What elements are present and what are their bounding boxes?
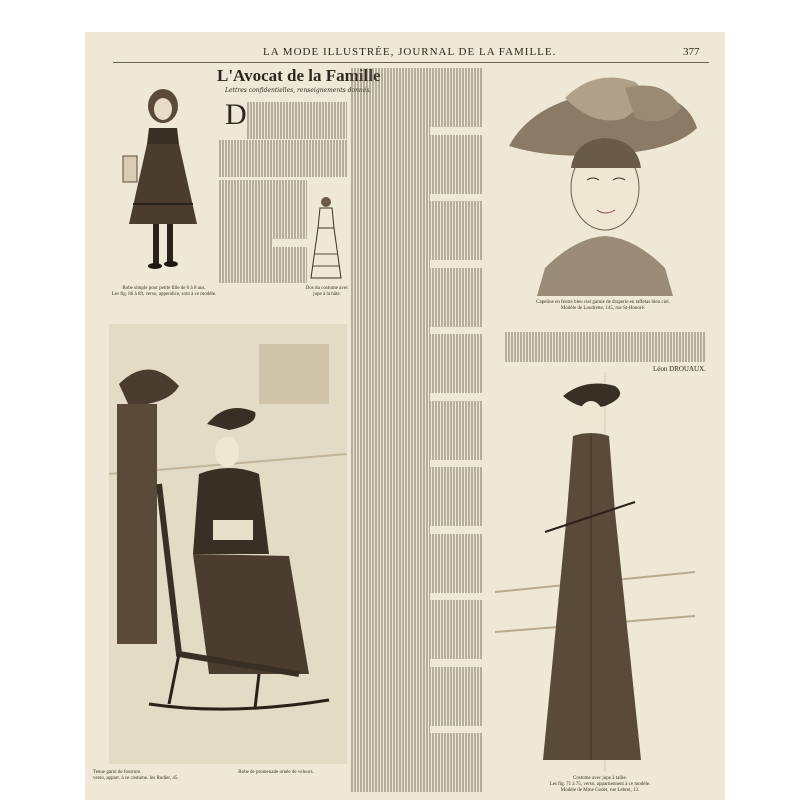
text-line — [351, 674, 483, 681]
text-line — [351, 711, 483, 718]
sleigh-scene-illustration — [109, 324, 347, 764]
text-line — [351, 689, 483, 696]
text-line — [505, 332, 705, 339]
text-line — [351, 231, 483, 238]
text-line — [351, 157, 483, 164]
text-line — [351, 659, 430, 666]
text-line — [351, 534, 483, 541]
text-line — [351, 563, 483, 570]
text-line — [351, 275, 483, 282]
text-line — [351, 127, 430, 134]
text-line — [351, 112, 483, 119]
text-line — [219, 232, 307, 239]
text-line — [351, 98, 483, 105]
text-line — [351, 585, 483, 592]
text-column-1 — [247, 102, 347, 140]
text-line — [351, 378, 483, 385]
text-column-2 — [351, 68, 483, 796]
text-line — [351, 68, 483, 75]
text-line — [351, 460, 430, 467]
costume-caption-ref: Les fig. 71 à 75, verso, appartiennent à ce modèle. — [549, 782, 651, 787]
text-line — [351, 386, 483, 393]
text-column-3 — [505, 332, 705, 362]
costume-caption-model: Modèle de Mme Godet, rue Lebret, 13. — [560, 788, 640, 793]
text-line — [219, 239, 272, 246]
costume-caption — [505, 776, 695, 794]
text-line — [351, 334, 483, 341]
text-line — [351, 164, 483, 171]
text-line — [219, 140, 347, 147]
text-line — [351, 652, 483, 659]
text-line — [351, 467, 483, 474]
text-line — [219, 147, 347, 154]
text-line — [351, 260, 430, 267]
text-line — [351, 755, 483, 762]
text-line — [351, 630, 483, 637]
text-line — [351, 149, 483, 156]
hat-woman-caption — [505, 300, 701, 312]
text-line — [351, 194, 430, 201]
text-line — [351, 238, 483, 245]
text-line — [351, 452, 483, 459]
text-line — [351, 75, 483, 82]
text-line — [351, 423, 483, 430]
text-line — [351, 223, 483, 230]
text-line — [351, 578, 483, 585]
text-line — [351, 497, 483, 504]
text-line — [351, 83, 483, 90]
text-line — [351, 171, 483, 178]
text-line — [351, 401, 483, 408]
small-dress-illustration — [307, 194, 345, 284]
text-line — [351, 541, 483, 548]
text-column-1c — [219, 180, 307, 286]
text-line — [219, 180, 307, 187]
page-number: 377 — [683, 46, 700, 58]
text-line — [351, 785, 483, 792]
text-line — [247, 102, 347, 109]
text-line — [351, 268, 483, 275]
text-line — [351, 349, 483, 356]
text-line — [351, 763, 483, 770]
costume-illustration — [485, 372, 705, 772]
text-line — [351, 105, 483, 112]
hat-woman-caption-ref: Modèle de Loudrette, 145, rue St-Honoré. — [560, 306, 646, 311]
text-line — [351, 489, 483, 496]
text-line — [351, 526, 430, 533]
text-line — [351, 245, 483, 252]
text-line — [351, 327, 430, 334]
girl-caption — [109, 286, 219, 298]
header-rule — [113, 62, 709, 63]
sleigh-left-caption-text: Tenue garni de fourrure. — [93, 770, 142, 775]
text-line — [351, 208, 483, 215]
text-line — [351, 681, 483, 688]
text-line — [351, 438, 483, 445]
text-line — [351, 718, 483, 725]
text-line — [351, 312, 483, 319]
text-line — [219, 195, 307, 202]
text-line — [351, 600, 483, 607]
text-line — [351, 393, 430, 400]
text-line — [351, 778, 483, 785]
drop-cap: D — [225, 98, 247, 131]
text-line — [351, 201, 483, 208]
sleigh-left-caption-ref: verso, appart. à ce costume. les Rodier, 45. — [93, 776, 179, 781]
text-line — [247, 109, 347, 116]
text-line — [219, 224, 307, 231]
text-line — [351, 733, 483, 740]
text-line — [351, 637, 483, 644]
text-line — [351, 704, 483, 711]
text-line — [505, 339, 705, 346]
text-line — [351, 696, 483, 703]
article-subtitle: Lettres confidentielles, renseignements donnés. — [225, 87, 372, 94]
text-line — [351, 356, 483, 363]
text-line — [351, 445, 483, 452]
text-line — [219, 162, 347, 169]
girl-caption-ref: Les fig. 86 à 89, verso, appendice, sont à ce modèle. — [111, 292, 217, 297]
text-line — [351, 415, 483, 422]
text-line — [351, 556, 483, 563]
text-line — [351, 622, 483, 629]
sleigh-left-caption — [93, 770, 179, 782]
text-line — [351, 216, 483, 223]
text-line — [247, 132, 347, 139]
text-line — [351, 179, 483, 186]
small-dress-caption: Dos du costume avec jupe à la hâte. — [305, 286, 349, 297]
text-line — [505, 354, 705, 361]
text-line — [351, 593, 430, 600]
text-line — [351, 90, 483, 97]
journal-title: LA MODE ILLUSTRÉE, JOURNAL DE LA FAMILLE. — [263, 46, 557, 58]
text-line — [247, 124, 347, 131]
text-line — [351, 135, 483, 142]
text-line — [351, 667, 483, 674]
text-line — [351, 571, 483, 578]
text-line — [351, 519, 483, 526]
text-line — [351, 644, 483, 651]
magazine-page — [85, 32, 725, 800]
text-line — [219, 170, 347, 177]
text-line — [219, 247, 307, 254]
text-line — [351, 741, 483, 748]
text-line — [351, 282, 483, 289]
text-line — [351, 430, 483, 437]
text-line — [351, 305, 483, 312]
text-line — [219, 254, 307, 261]
text-line — [219, 155, 347, 162]
text-line — [351, 371, 483, 378]
text-line — [351, 142, 483, 149]
text-line — [219, 187, 307, 194]
text-line — [247, 117, 347, 124]
text-line — [351, 253, 483, 260]
text-line — [351, 364, 483, 371]
text-line — [351, 770, 483, 777]
text-line — [219, 276, 307, 283]
girl-caption-text: Robe simple pour petite fille de 6 à 8 ans. — [122, 286, 206, 291]
text-line — [351, 319, 483, 326]
text-line — [351, 504, 483, 511]
sleigh-caption: Robe de promenade ornée de velours. — [238, 770, 314, 775]
text-line — [351, 608, 483, 615]
text-line — [351, 482, 483, 489]
text-line — [351, 726, 430, 733]
hat-woman-caption-text: Capeline en feutre bleu ciel garnie de draperie en taffetas bleu ciel. — [536, 300, 670, 305]
text-line — [351, 186, 483, 193]
text-line — [351, 120, 483, 127]
page-header — [85, 46, 725, 62]
hat-woman-illustration — [505, 68, 701, 296]
text-line — [219, 210, 307, 217]
text-line — [351, 341, 483, 348]
text-line — [219, 217, 307, 224]
text-line — [219, 269, 307, 276]
text-line — [219, 202, 307, 209]
text-line — [351, 297, 483, 304]
text-line — [351, 548, 483, 555]
article-title: L'Avocat de la Famille — [217, 66, 381, 85]
text-line — [351, 748, 483, 755]
text-line — [219, 261, 307, 268]
text-column-1b — [219, 140, 347, 180]
text-line — [351, 408, 483, 415]
article-signature: Léon DROUAUX. — [653, 365, 706, 373]
costume-caption-text: Costume avec jupe à taille. — [572, 776, 627, 781]
text-line — [351, 511, 483, 518]
text-line — [351, 474, 483, 481]
girl-illustration — [113, 84, 215, 284]
text-line — [351, 290, 483, 297]
text-line — [351, 615, 483, 622]
text-line — [505, 347, 705, 354]
